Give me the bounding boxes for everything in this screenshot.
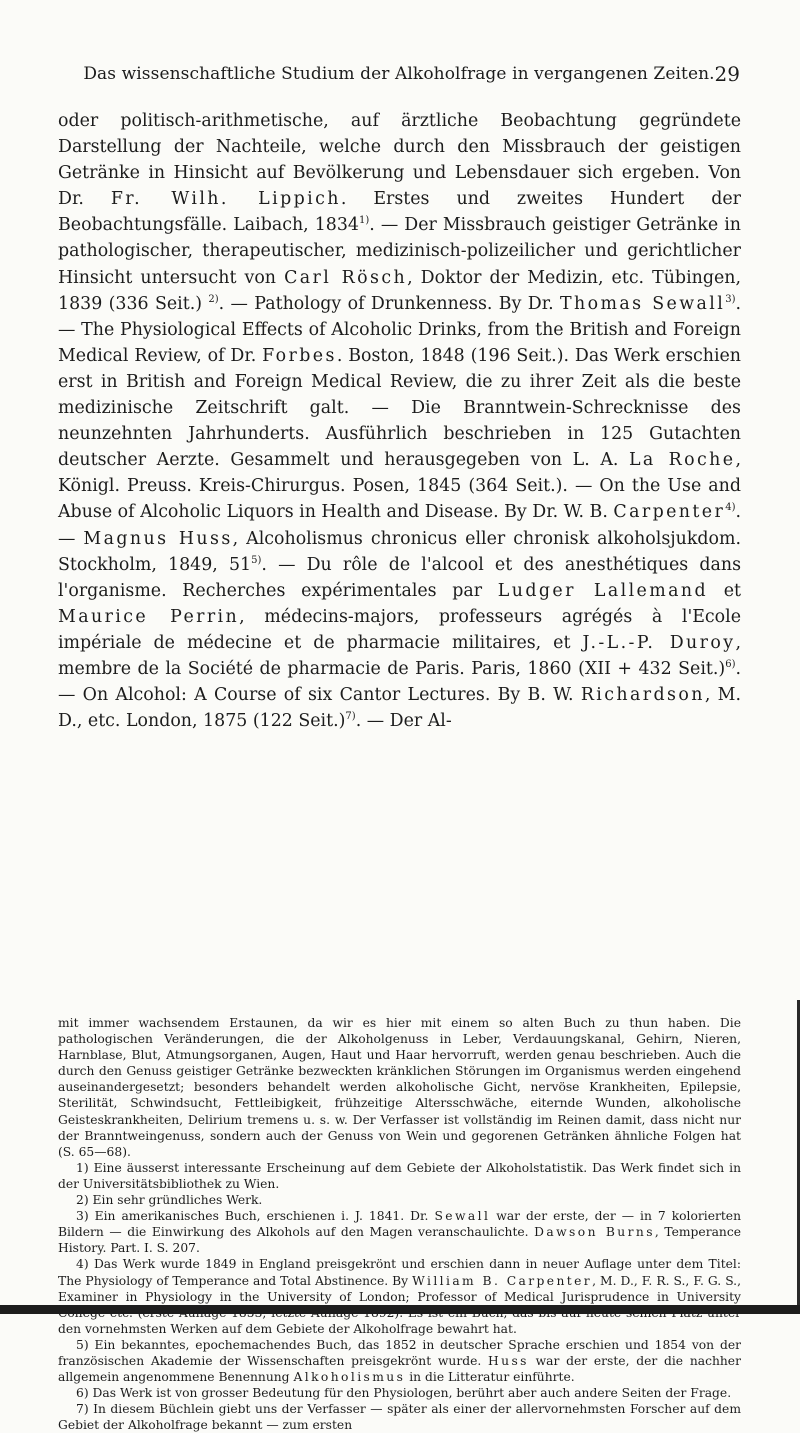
text-run: , médecins-majors, professeurs agrégés à l'Ecole impériale de médecine et de pharmacie militaires, et [58, 606, 741, 653]
text-run: . — On Alcohol: A Course of six Cantor Lectures. By B. W. [58, 658, 741, 706]
author-name: J.-L.-P. Duroy [582, 632, 736, 653]
text-run: oder politisch-arithmetische, auf ärztliche Beobachtung gegründete Darstellung der Nachteile, welche durch den Missbrauch der geistigen Getränke in Hinsicht auf Bevölkerung und Lebensdauer sich ergeben. Von Dr. [58, 111, 741, 210]
text-run: 3) Ein amerikanisches Buch, erschienen i. J. 1841. Dr. [76, 1209, 429, 1224]
text-run: , Doktor der Medizin, etc. Tübingen, 1839 (336 Seit.) [58, 267, 741, 314]
text-run: , membre de la Société de pharmacie de Paris. Paris, 1860 (XII + 432 Seit.) [58, 632, 741, 679]
author-name: Richardson [580, 685, 705, 706]
footnote-ref: 2) [208, 293, 219, 305]
author-name: Dawson Burns [534, 1225, 655, 1240]
footnote-5 [58, 1337, 741, 1385]
text-run: 4) Das Werk wurde 1849 in England preisgekrönt und erschien dann in neuer Auflage unter dem Titel: The Physiology of Temperance and Total Abstinence. By [58, 1257, 741, 1288]
text-run: . — Der Missbrauch geistiger Getränke in pathologischer, therapeutischer, medizinisch-polizeilicher und gerichtlicher Hinsicht untersucht von [58, 215, 741, 288]
text-run: . — [58, 502, 741, 549]
author-name: Fr. Wilh. Lippich [110, 189, 341, 210]
footnote-continuation: mit immer wachsendem Erstaunen, da wir es hier mit einem so alten Buch zu thun haben. Die pathologischen Veränderungen, die der Alkoholgenuss in Leber, Verdauungskanal, Gehirn, Nieren, Harnblase, Blut, Atmungsorganen, Augen, Haut und Haar hervorruft, werden genau beschrieben. Auch die durch den Genuss geistiger Getränke bezweckten kränklichen Störungen im Organismus werden eingehend auseinandergesetzt; besonders behandelt werden alkoholische Gicht, nervöse Krankheiten, Epilepsie, Sterilität, Schwindsucht, Fettleibigkeit, frühzeitige Altersschwäche, eiternde Wunden, alkoholische Geisteskrankheiten, Delirium tremens u. s. w. Der Verfasser ist vollständig im Reinen damit, dass nicht nur der Branntweingenuss, sondern auch der Genuss von Wein und gegorenen Getränken ähnliche Folgen hat (S. 65—68). [58, 1016, 741, 1159]
text-run: . — Pathology of Drunkenness. By Dr. [218, 293, 554, 314]
footnotes [58, 1015, 741, 1433]
author-name: Ludger Lallemand [497, 580, 709, 601]
author-name: Sewall [434, 1209, 491, 1224]
author-name: Magnus Huss [83, 528, 233, 549]
main-text [58, 108, 741, 734]
footnote-ref: 4) [725, 502, 736, 514]
text-run: . — Der Al- [355, 711, 452, 732]
text-run: war der erste, der die nachher allgemein angenommene Benennung [58, 1353, 741, 1385]
author-name: Maurice Perrin [58, 606, 240, 627]
text-run: , Alcoholismus chronicus eller chronisk alkoholsjukdom. Stockholm, 1849, 51 [58, 528, 741, 575]
text-run: 5) Ein bekanntes, epochemachendes Buch, das 1852 in deutscher Sprache erschien und 1854 von der französischen Akademie der Wissenschaften preisgekrönt wurde. [58, 1337, 741, 1368]
author-name: Carl Rösch [284, 267, 408, 288]
text-run: , Temperance History. Part. I. S. 207. [58, 1225, 741, 1256]
text-run: war der erste, der — in 7 kolorierten Bildern — die Einwirkung des Alkohols auf den Magen veranschaulichte. [58, 1209, 741, 1240]
footnote-1: 1) Eine äusserst interessante Erscheinung auf dem Gebiete der Alkoholstatistik. Das Werk findet sich in der Universitätsbibliothek zu Wien. [58, 1160, 741, 1191]
page-number: 29 [714, 62, 740, 86]
author-name: William B. Carpenter [412, 1273, 593, 1288]
footnote-4 [58, 1256, 741, 1336]
footnote-ref: 1) [358, 215, 370, 227]
footnote-ref: 6) [725, 658, 736, 670]
author-name: Huss [488, 1353, 529, 1368]
author-name: Carpenter [613, 502, 726, 523]
footnote-2: 2) Ein sehr gründliches Werk. [76, 1193, 263, 1208]
running-title: Das wissenschaftliche Studium der Alkoholfrage in vergangenen Zeiten. [83, 64, 715, 84]
term: Alkoholismus [293, 1370, 406, 1385]
text-run: in die Litteratur einführte. [409, 1370, 575, 1385]
author-name: La Roche [628, 450, 736, 471]
footnote-ref: 7) [345, 711, 356, 723]
text-run: , M. D., etc. London, 1875 (122 Seit.) [58, 685, 741, 732]
footnote-3 [58, 1208, 741, 1256]
text-run: , Königl. Preuss. Kreis-Chirurgus. Posen, 1845 (364 Seit.). — On the Use and Abuse of Alcoholic Liquors in Health and Disease. By Dr. W. B. [58, 450, 741, 523]
scan-bottom-edge [0, 1305, 800, 1314]
text-run: . Erstes und zweites Hundert der Beobachtungsfälle. Laibach, 1834 [58, 189, 741, 236]
footnote-6: 6) Das Werk ist von grosser Bedeutung für den Physiologen, berührt aber auch andere Seiten der Frage. [76, 1386, 732, 1401]
text-run: et [723, 580, 741, 601]
text-run: . — Du rôle de l'alcool et des anesthétiques dans l'organisme. Recherches expérimentales par [58, 554, 741, 601]
author-name: Forbes [262, 345, 337, 366]
text-run: , M. D., F. R. S., F. G. S., Examiner in Physiology in the University of London; Professor of Medical Jurisprudence in University den vornehmsten Werken auf dem Gebiete der Alkoholfrage bewahrt hat. [58, 1273, 741, 1336]
author-name: Thomas Sewall [560, 293, 726, 314]
footnote-7: 7) In diesem Büchlein giebt uns der Verfasser — später als einer der allervornehmsten Forscher auf dem Gebiet der Alkoholfrage bekannt — zum ersten [58, 1402, 741, 1433]
text-run: . — The Physiological Effects of Alcoholic Drinks, from the British and Foreign Medical Review, of Dr. [58, 293, 742, 366]
footnote-ref: 3) [725, 293, 736, 305]
footnote-ref: 5) [251, 554, 262, 566]
text-run: . Boston, 1848 (196 Seit.). Das Werk erschien erst in British and Foreign Medical Review, die zu ihrer Zeit als die beste medizinische Zeitschrift galt. — Die Branntwein-Schrecknisse des neunzehnten Jahrhunderts. Ausführlich beschrieben in 125 Gutachten deutscher Aerzte. Gesammelt und herausgegeben von L. A. [58, 345, 741, 471]
running-header [58, 64, 740, 92]
